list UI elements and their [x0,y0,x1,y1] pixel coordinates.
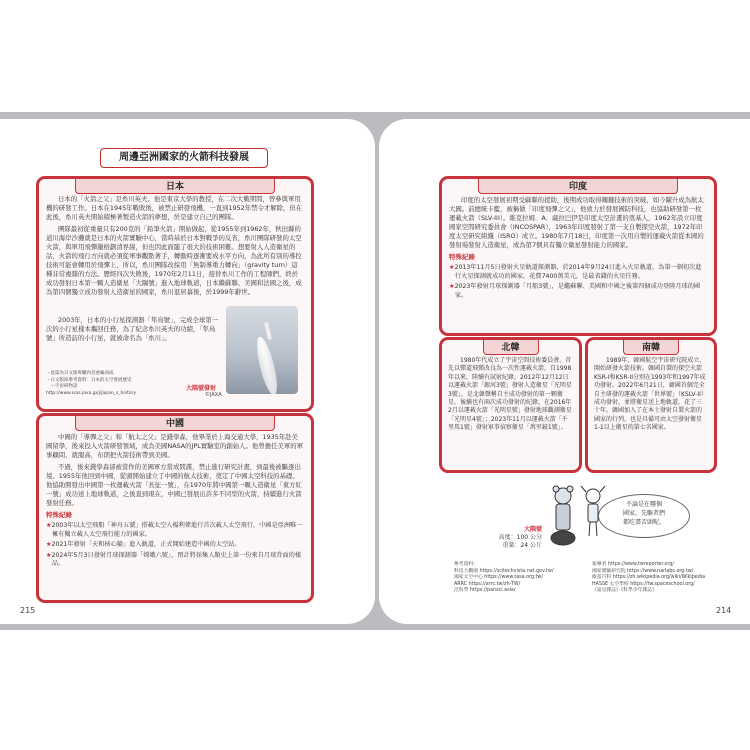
rocket-photo-caption: 大隅號發射 [186,385,217,392]
mascot-height: 高度：100 公分 [498,534,542,541]
india-title: 印度 [478,178,678,194]
china-record-1: ★2003年以太空飛船「神舟五號」搭載太空人楊利偉進行首次載人太空飛行，中國是亞洲唯一擁有獨立載人太空飛行能力的國家。 [46,522,303,538]
north-korea-paragraph: 1980年代成立了宇宙空間技術委員會。首先以彈道飛彈改良為一次性運載火箭，自1998年以來，陸續有試射紀錄，2012年12月12日以運載火箭「銀河3號」發射人造衛星「光明星3號」，是北韓聲稱自主成功發射的第一顆衛星。後續也有兩次成功發射的紀錄，在2016年2月以運載火箭「光明星號」發射地球觀測衛星「光明星4號」；2023年11月以運載火箭「千里馬1號」發射軍事偵察衛星「萬里鏡1號」。 [448,357,572,432]
robot-mascot-icon [551,486,575,545]
china-panel [36,413,314,603]
japan-body [46,195,304,300]
india-body [449,196,707,302]
japan-body-3 [46,316,224,346]
north-korea-body [448,357,572,436]
china-record-3: ★2024年5月3日發射月球探測器「嫦娥六號」，預計將採集人類史上第一份來自月球背面的樣品。 [46,551,302,568]
references-right: 報導者 https://www.twreporter.org/ 國家實驗研究院 https://www.narlabs.org.tw/ 維基百科 https://zh.wikipedia.org/wiki/Wikipedia HASSE 太空學校 https://tw.spaceschool.org/ 《遠見雜誌》《科學少年雜誌》 [592,562,706,593]
china-paragraph-1: 中國的「導彈之父」和「航太之父」是錢學森，他畢業於上海交通大學，1935年赴美國留學，後來投入火箭研發領域，成為美國NASA的JPL實驗室的創始人。他曾擔任美軍的軍事顧問，就服高，布朗把火箭技術帶到美國。 [46,433,304,459]
page-title: 周邊亞洲國家的火箭科技發展 [100,148,268,168]
rocket-launch-photo [226,306,298,394]
china-records-heading: 特殊紀錄 [46,511,72,519]
china-body [46,433,304,571]
mascot-name: 大隅號 [523,526,542,533]
mascot-stats [476,526,542,550]
japan-paragraph-3: 2003年，日本的小行星探測器「隼鳥號」，完成全球第一次的小行星樣本攜回任務，為了紀念糸川英夫的功績，「隼鳥號」所造訪的小行星，就被命名為「糸川」。 [46,316,219,342]
india-records-heading: 特殊紀錄 [449,253,475,261]
india-panel [439,176,717,336]
india-record-1: ★2013年11月5日發射火星軌道探測器，於2014年9月24日進入火星軌道，為第一個初次進行火星探測就成功的國家，花費7400萬美元，是最省錢的火星任務。 [449,264,702,280]
south-korea-panel [585,337,717,473]
japan-paragraph-1: 日本的「火箭之父」是糸川英夫。他是東京大學的教授，在二次大戰期間，曾參與軍用機的研發工作。日本在1945年戰敗後，被禁止研發飛機，一直到1952年禁令才解除，但在此後，糸川英夫開始積極著製造火箭的夢想，於是建立自己的團隊。 [46,195,303,221]
page-number-right: 214 [716,606,732,615]
india-paragraph-1: 印度的太空發展初期受蘇聯的援助，後期成功取得關鍵技術的突破，如今躍升成為航太大國。前總統卡藍，被稱做「印度飛彈之父」，他致力於發展國防科技，也協助研發第一枚運載火箭（SLV-III）。維克拉姆．A．薩拉巴伊是印度太空計畫的奠基人，1962年設立印度國家空間研究委員會（INCOSPAR），1963年印度發射了第一支自製探空火箭，1972年印度太空研究組織（ISRO）成立。1980年7月18日，印度第一次用自製的運載火箭從本國的發射場發射人造衛星，成為第7個具有獨立衛星發射能力的國家。 [449,196,704,249]
south-korea-paragraph: 1989年，韓國航空宇宙研究院成立，開始研發火箭技術。韓國自製的探空火箭KSR-I和KSR-II分別在1993年和1997年成功發射。2022年6月21日，韓國首個完全自主研發的運載火箭「世界號」（KSLV-II）成功發射，並將衛星送上地軌道，花了三十年，韓國加入了在本土發射自製火箭的國家的行列，也是具備可由太空發射衛星1-1以上衛星的第七名國家。 [594,357,707,432]
page-number-left: 215 [20,606,36,615]
china-paragraph-2: 不過，後來錢學森卻被當作的美國軍方當成間諜，禁止進行研究計畫，到最後被驅逐出境。1955年他回到中國，從頭開始建立了中國的航太技術，奠定了中國太空科技的基礎。他協助開發出中國第一枚運載火箭「長征一號」，在1970年將中國第一顆人造衛星「東方紅一號」成功送上地球軌道，之後直到現在，中國已發展出許多不同型的火箭，持續進行火箭發射任務。 [46,463,302,507]
japan-title: 日本 [75,178,275,194]
mascot-weight: 重量：24 公斤 [502,542,542,549]
north-korea-title: 北韓 [482,339,538,355]
rocket-photo-credit: ©JAXA [205,392,222,398]
india-record-2: ★2023年發射月球探測器「月船3號」，是繼蘇聯、美國和中國之後第四個成功登陸月球的國家。 [449,283,701,299]
north-korea-panel [439,337,582,473]
china-title: 中國 [75,415,275,431]
japan-paragraph-2: 團隊最初從重量只有200克的「鉛筆火箭」開始做起，從1955年到1962年，秋田縣的道川海岸沙灘就是日本的火箭實驗中心，當時基於日本對戰爭的反省，糸川團隊研發的太空火箭，與軍用飛彈嚴格劃清界線，但也因此面臨了很大的技術困難。想要射入人造衛星的話，火箭的飛行方向就必須從軍事觀點著手，轉動時逐漸要成水平方向，為此所有別的導控技術可能會轉用於飛彈上，所以，糸川團隊改採用「無制導重力轉向」（gravity turn）這種非常複雜的方法。歷經四次失敗後，1970年2月11日，接替糸川工作的工程師們，終於成功發射日本第一顆人造衛星「大隅號」進入地球軌道，日本繼蘇聯、美國和法國之後，成為第四個獨立成功發射人造衛星的國家，糸川退居幕後，於1999年辭世。 [46,225,302,296]
references-left: 參考資料： 科技大觀園 https://scitechvista.nat.gov.tw/ 國家太空中心 https://www.tasa.org.tw/ ARRC https://arrc.tw/zh-TW/ 泛科學 https://pansci.asia/ [454,562,554,593]
south-korea-title: 南韓 [623,339,679,355]
china-record-2: ★2021年發射「天和核心艙」進入軌道，正式開始建造中國的太空站。 [46,541,241,549]
japan-sources: ・此篇為日文版專欄內容重編而成 ・日文版採參考資料：日本的太空發展歷史 ～宇宙研物語 http://www.isas.jaxa.jp/j/japan_s_history [46,371,137,396]
south-korea-body [594,357,707,436]
speech-bubble: 不論是在哪個 國家，先驅者們 都吃盡苦頭呢。 [598,494,690,538]
